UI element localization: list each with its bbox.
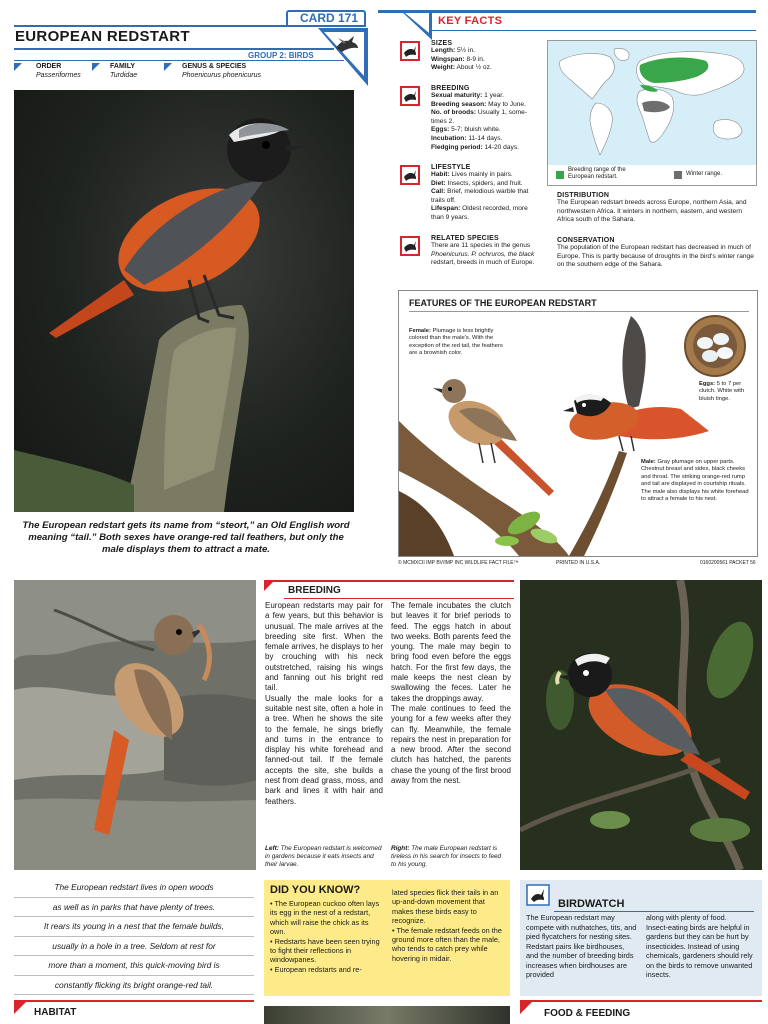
distribution-head: DISTRIBUTION xyxy=(557,192,610,199)
features-title: FEATURES OF THE EUROPEAN REDSTART xyxy=(409,298,597,308)
key-facts-rule xyxy=(378,10,756,13)
conservation-block xyxy=(557,237,757,270)
fact-sizes xyxy=(431,40,541,73)
key-facts-underline xyxy=(432,30,756,31)
breeding-header xyxy=(264,580,514,598)
fact-line: Eggs: 5-7; bluish white. xyxy=(431,126,501,134)
key-facts-header xyxy=(378,10,756,30)
taxonomy-order-label: ORDER xyxy=(36,63,62,70)
habitat-line: usually in a hole in a tree. Seldom at rest for xyxy=(14,937,254,957)
habitat-rule xyxy=(14,1000,254,1002)
caption-right: Right: The male European redstart is tireless in his search for insects to feed to his young. xyxy=(391,845,502,868)
bird-lifestyle-icon xyxy=(400,165,420,185)
range-map xyxy=(547,40,757,186)
did-you-know-box xyxy=(264,880,510,996)
distribution-text: The European redstart breeds across Europe, northern Asia, and northwestern Africa. It winters in northern, eastern, and western Africa south of the Sahara. xyxy=(557,199,747,224)
fact-breeding-head: BREEDING xyxy=(431,85,470,92)
bird-size-icon xyxy=(400,41,420,61)
fact-breeding xyxy=(431,85,541,152)
birdwatch-column-2: along with plenty of food. Insect-eating birds are helpful in gardens but they can be hurt by insecticides. Instead of using chemicals, gardeners should rely on the birds to remove unwanted insects. xyxy=(646,913,753,979)
triangle-marker-icon xyxy=(14,63,22,71)
fact-related-head: RELATED SPECIES xyxy=(431,235,499,242)
did-you-know-fact: • The European cuckoo often lays its egg in the nest of a redstart, which will raise the chick as its own. xyxy=(270,899,380,937)
caption-left: Left: The European redstart is welcomed in gardens because it eats insects and their larvae. xyxy=(265,845,382,868)
fact-line: than 9 years. xyxy=(431,213,470,221)
fact-line: times 2. xyxy=(431,117,455,125)
red-triangle-marker-icon xyxy=(520,1002,532,1014)
habitat-line: The European redstart lives in open woods xyxy=(14,878,254,898)
habitat-title: HABITAT xyxy=(34,1007,77,1018)
food-title: FOOD & FEEDING xyxy=(544,1008,631,1019)
conservation-head: CONSERVATION xyxy=(557,237,615,244)
bird-breeding-icon xyxy=(400,86,420,106)
habitat-line: as well as in parks that have plenty of trees. xyxy=(14,898,254,918)
fact-line: redstart, breeds in much of Europe. xyxy=(431,259,535,267)
header-rule xyxy=(14,25,366,27)
fact-line: Diet: Insects, spiders, and fruit. xyxy=(431,179,523,187)
taxonomy-species-label: GENUS & SPECIES xyxy=(182,63,247,70)
food-rule xyxy=(520,1000,762,1002)
main-photo-caption: The European redstart gets its name from “steort,” an Old English word meaning “tail.” Both sexes have orange-red tail feathers, but only the male displays them to attract a mate. xyxy=(22,520,350,555)
fact-line: Lifespan: Oldest recorded, more xyxy=(431,205,528,213)
legend-winter-label: Winter range. xyxy=(686,171,723,177)
card-number: CARD 171 xyxy=(300,11,359,25)
conservation-text: The population of the European redstart has decreased in much of Europe. This is partly because of droughts in the bird's winter range on the southern edge of the Sahara. xyxy=(557,244,754,269)
eggs-description: Eggs: 5 to 7 per clutch. White with bluish tinge. xyxy=(699,381,745,402)
key-facts-title: KEY FACTS xyxy=(438,15,503,27)
birdwatch-title: BIRDWATCH xyxy=(558,898,625,910)
triangle-marker-icon xyxy=(164,63,172,71)
breeding-column-2: The female incubates the clutch but leaves it for brief periods to feed. The eggs hatch in about two weeks. Both parents feed the young. The male may begin to bring food even before the eggs hatch. For the first few days, the male keeps the nest clean by swallowing the feces. Later he takes the droppings away. The male continues to feed the young for a few weeks after they can fly. Meanwhile, the female repairs the nest in preparation for a new brood. After the second clutch has hatched, the parents chase the young of the first brood away from the nest. xyxy=(391,601,511,786)
breeding-underline xyxy=(284,598,514,599)
main-photo xyxy=(14,90,354,512)
fact-line: trails off. xyxy=(431,196,456,204)
did-you-know-column-2 xyxy=(392,888,506,963)
breeding-rule xyxy=(264,580,514,582)
fact-line: Phoenicurus. P. ochruros, the black xyxy=(431,250,535,258)
did-you-know-column-1 xyxy=(270,899,384,974)
birdwatch-column-1: The European redstart may compete with nuthatches, tits, and pied flycatchers for nesting sites. Redstart pairs like birdhouses, and the number of breeding birds increases when birdhouses are provided xyxy=(526,913,637,979)
taxonomy-family-value: Turdidae xyxy=(110,72,138,79)
habitat-line: more than a moment, this quick-moving bird is xyxy=(14,956,254,976)
red-triangle-marker-icon xyxy=(14,1002,26,1014)
fact-line: Breeding season: May to June. xyxy=(431,100,526,108)
habitat-text-block xyxy=(14,878,254,995)
packet-text: 0160200561 PACKET 56 xyxy=(700,560,756,566)
fact-line: There are 11 species in the genus xyxy=(431,242,531,249)
fact-line: Weight: About ½ oz. xyxy=(431,64,492,72)
did-you-know-fact: lated species flick their tails in an up-and-down movement that makes these birds easy to recognize. xyxy=(392,888,499,926)
breeding-column-1: European redstarts may pair for a few years, but this behavior is unusual. The male arrives at the breeding site first. When the female arrives, he displays to her by crouching with his neck outstretched, raising his wings and fanning out his bright red tail. Usually the male looks for a suitable nest site, often a hole in a tree. When he shows the site to the female, he sings briefly and turns in the entrance to display his white forehead and fanned-out tail. If the female accepts the site, she builds a nest from dead grass, moss, and bark and lines it with hair and feathers. xyxy=(265,601,383,806)
binoculars-icon xyxy=(526,884,550,906)
fact-line: Incubation: 11-14 days. xyxy=(431,134,503,142)
habitat-line: constantly flicking its bright orange-red tail. xyxy=(14,976,254,996)
fact-line: Habit: Lives mainly in pairs. xyxy=(431,171,513,178)
redstart-perched-illustration xyxy=(14,90,354,512)
legend-breeding-swatch xyxy=(556,171,564,179)
key-facts-chevron xyxy=(400,10,432,40)
red-triangle-marker-icon xyxy=(264,582,273,591)
distribution-block xyxy=(557,192,757,225)
printed-text: PRINTED IN U.S.A. xyxy=(556,560,601,566)
male-photo xyxy=(520,580,762,870)
did-you-know-fact: • European redstarts and re- xyxy=(270,964,362,974)
world-map-illustration xyxy=(548,41,756,165)
fact-line: Wingspan: 8-9 in. xyxy=(431,55,485,63)
page-title: EUROPEAN REDSTART xyxy=(15,28,190,45)
birdwatch-box xyxy=(520,880,762,996)
did-you-know-fact: • Redstarts have been seen trying to fight their reflections in windowpanes. xyxy=(270,936,380,965)
did-you-know-fact: • The female redstart feeds on the ground more often than the male, who tends to catch prey while hovering in midair. xyxy=(392,925,502,963)
bird-related-icon xyxy=(400,236,420,256)
features-panel xyxy=(398,290,758,557)
legend-winter-swatch xyxy=(674,171,682,179)
breeding-title: BREEDING xyxy=(288,585,341,596)
fact-related xyxy=(431,235,543,268)
bird-silhouette-icon xyxy=(334,34,360,56)
birdwatch-underline xyxy=(554,911,754,912)
female-redstart-illustration xyxy=(14,580,256,870)
legend-breeding-label: Breeding range of the European redstart. xyxy=(568,167,626,180)
fact-line: No. of broods: Usually 1, some- xyxy=(431,109,527,117)
group-rule xyxy=(14,48,334,50)
male-redstart-illustration xyxy=(520,580,762,870)
female-description: Female: Plumage is less brightly colored than the male's. With the exception of the red tail, the feathers are a brownish color. xyxy=(409,328,503,357)
fact-lifestyle-head: LIFESTYLE xyxy=(431,164,471,171)
taxonomy-family-label: FAMILY xyxy=(110,63,136,70)
fact-line: Length: 5½ in. xyxy=(431,47,475,54)
habitat-line: It rears its young in a nest that the female builds, xyxy=(14,917,254,937)
group-label: GROUP 2: BIRDS xyxy=(248,51,314,60)
bottom-photo-strip xyxy=(264,1006,510,1024)
triangle-marker-icon xyxy=(92,63,100,71)
taxonomy-order-value: Passeriformes xyxy=(36,72,81,79)
taxonomy-rule xyxy=(14,60,344,61)
did-you-know-title: DID YOU KNOW? xyxy=(270,884,361,896)
fact-line: Call: Brief, melodious warble that xyxy=(431,188,529,196)
fact-sizes-head: SIZES xyxy=(431,40,453,47)
female-photo xyxy=(14,580,256,870)
fact-lifestyle xyxy=(431,164,541,223)
fact-line: Sexual maturity: 1 year. xyxy=(431,92,504,99)
food-header xyxy=(520,1000,762,1020)
habitat-header xyxy=(14,1000,254,1020)
copyright-text: © MCMXCII IMP BV/IMP INC WILDLIFE FACT FILE™ xyxy=(398,560,519,566)
male-description: Male: Gray plumage on upper parts. Chestnut breast and sides, black cheeks and throat. The striking orange-red rump and tail are displayed in courtship rituals. The male also displays his white forehead to attract a female to his nest. xyxy=(641,459,749,503)
fact-line: Fledging period: 14-20 days. xyxy=(431,143,519,151)
taxonomy-species-value: Phoenicurus phoenicurus xyxy=(182,72,261,79)
